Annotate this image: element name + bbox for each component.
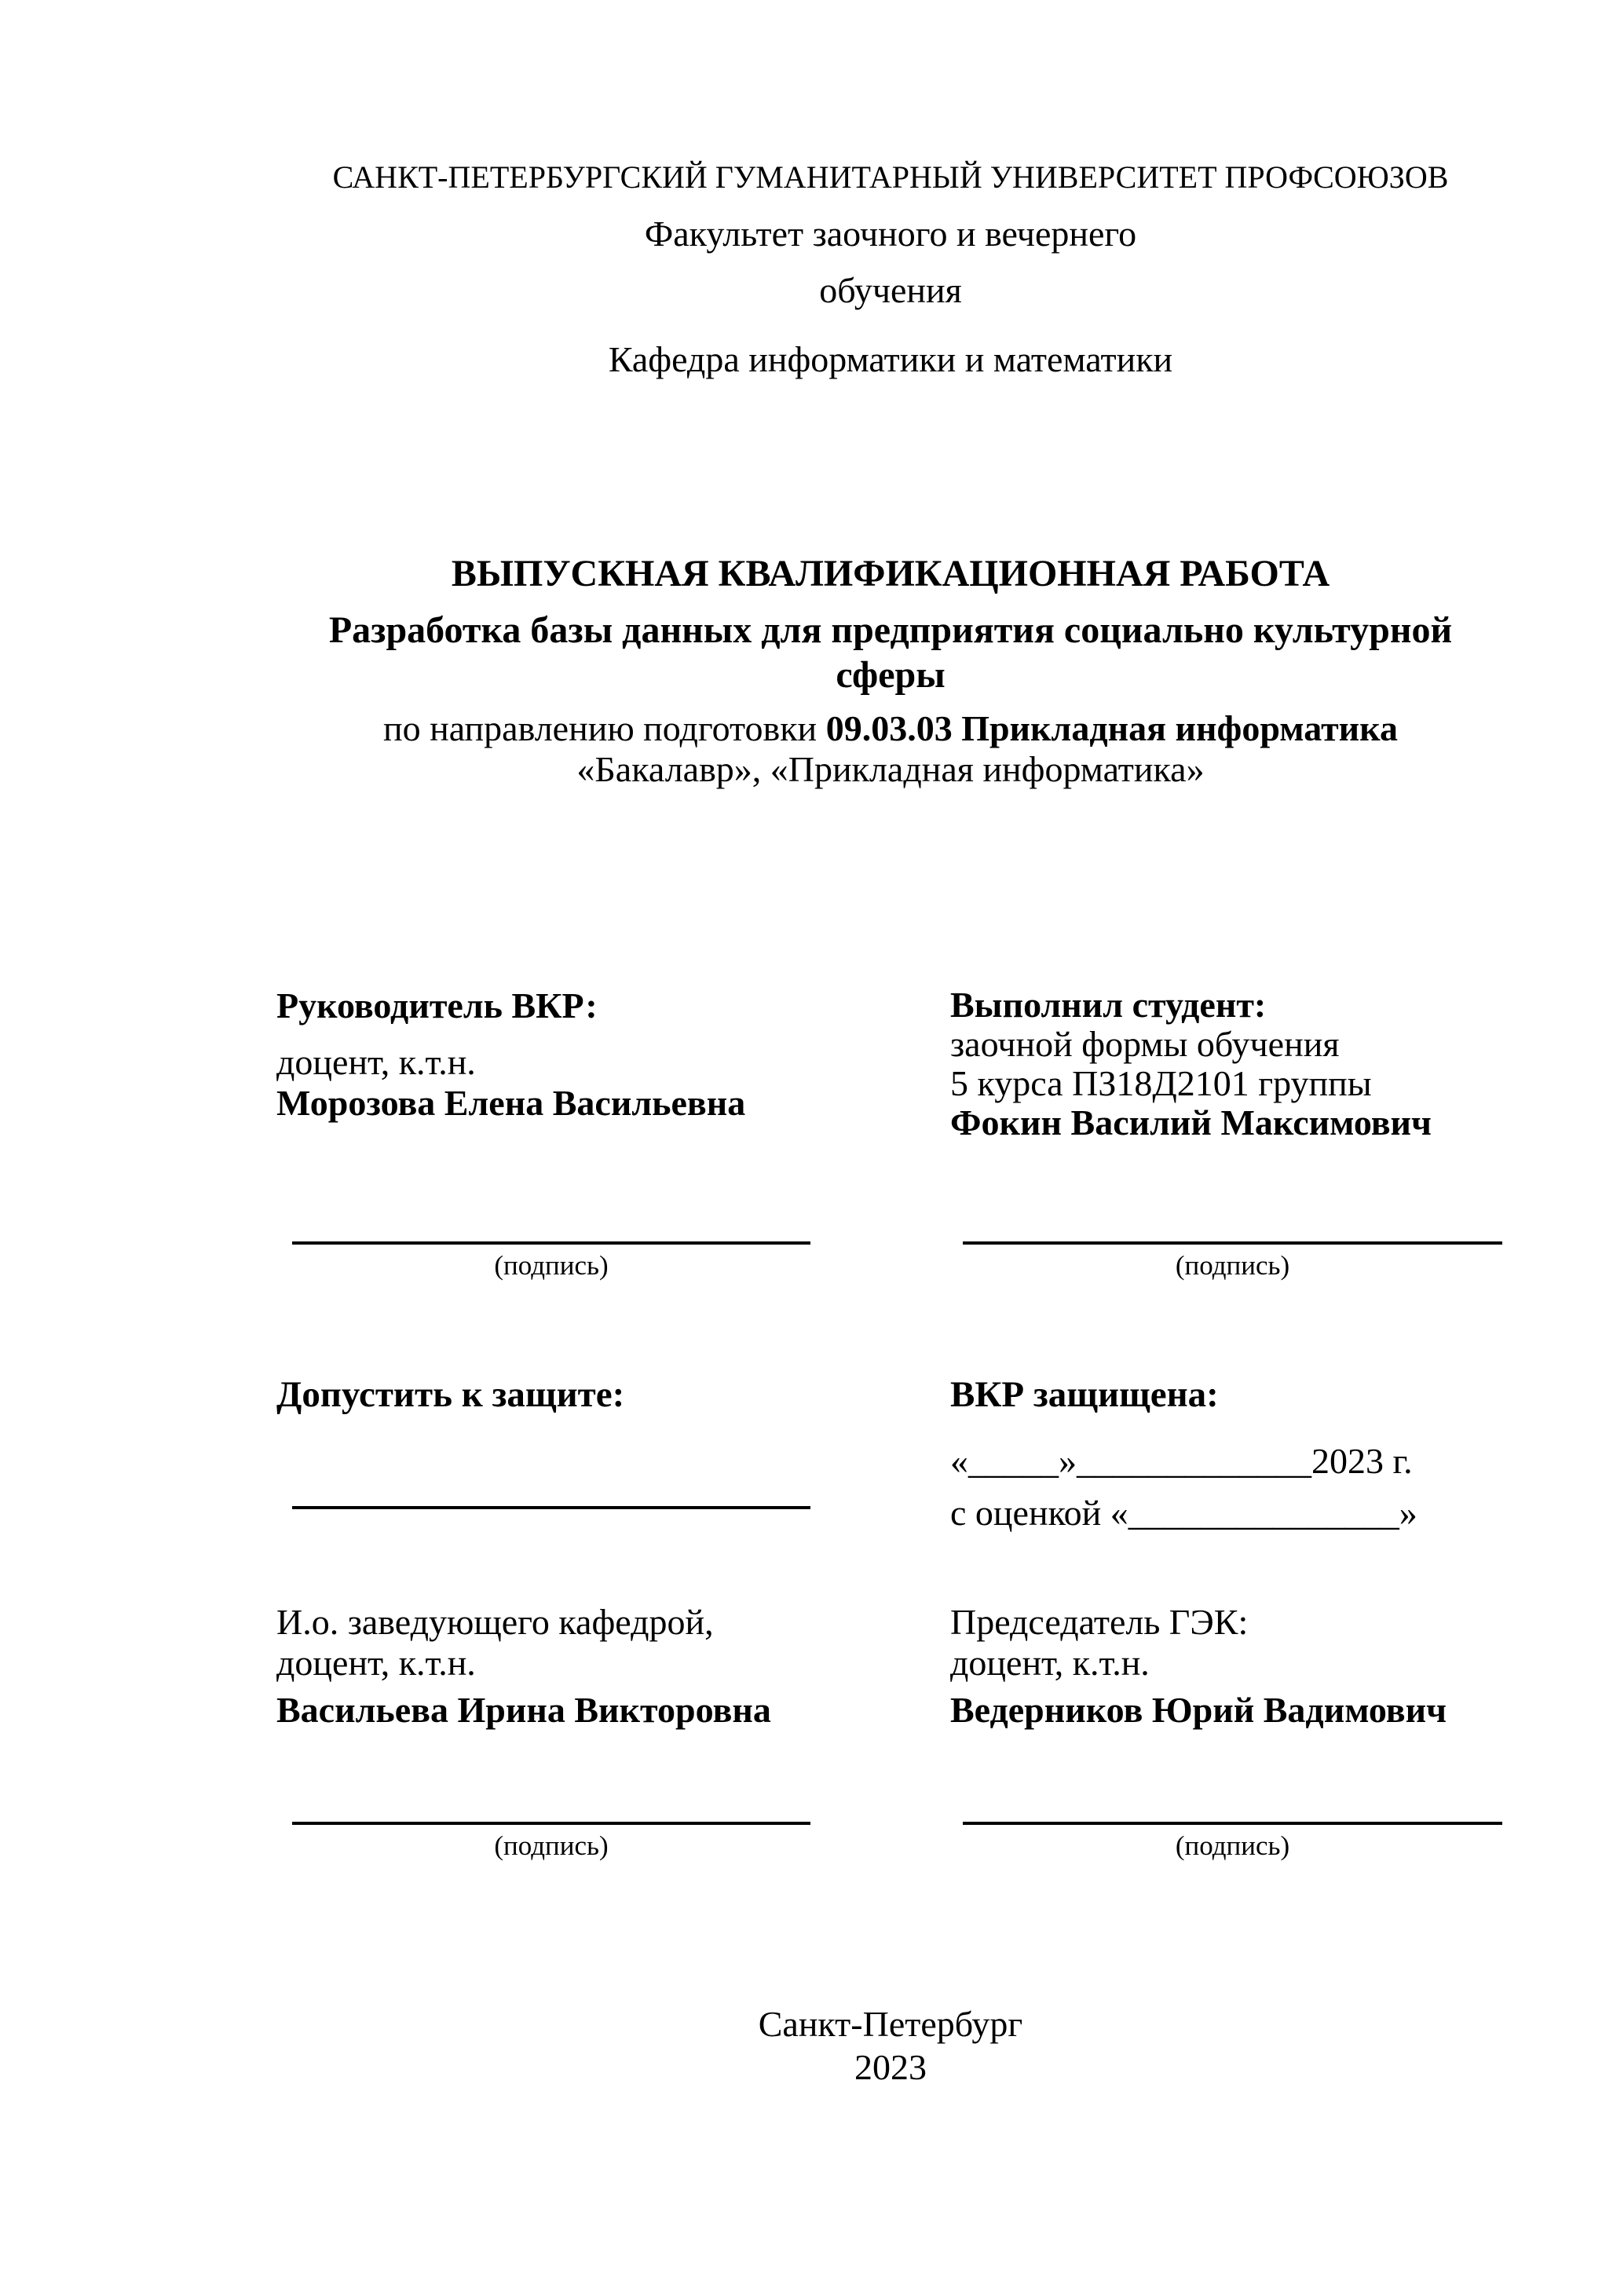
department-head-degree: доцент, к.т.н. — [276, 1643, 476, 1683]
defense-date-line: «_____»_____________2023 г. — [950, 1441, 1413, 1481]
admission-signature-line — [292, 1506, 810, 1509]
chairman-signature-caption: (подпись) — [1175, 1830, 1290, 1861]
department-name: Кафедра информатики и математики — [608, 339, 1173, 379]
footer — [279, 2002, 1502, 2089]
student-group: 5 курса ПЗ18Д2101 группы — [950, 1063, 1372, 1103]
thesis-title-line-1: Разработка базы данных для предприятия социально культурной — [328, 609, 1453, 651]
faculty-line-1: Факультет заочного и вечернего — [644, 214, 1137, 254]
student-signature-caption: (подпись) — [1175, 1250, 1290, 1281]
chairman-block — [950, 1602, 1563, 1731]
defense-block — [950, 1374, 1531, 1534]
footer-city: Санкт-Петербург — [758, 2004, 1023, 2044]
student-study-form: заочной формы обучения — [950, 1024, 1340, 1064]
direction-line — [279, 708, 1502, 749]
direction-prefix: по направлению подготовки — [383, 708, 826, 748]
department-head-position: И.о. заведующего кафедрой, — [276, 1602, 714, 1642]
chairman-heading: Председатель ГЭК: — [950, 1602, 1249, 1642]
department-head-block — [276, 1602, 889, 1731]
admission-heading: Допустить к защите: — [276, 1374, 625, 1415]
student-block — [950, 985, 1531, 1143]
qualification-line: «Бакалавр», «Прикладная информатика» — [576, 749, 1205, 789]
department-head-signature-line — [292, 1822, 810, 1825]
faculty-line-2: обучения — [819, 270, 962, 310]
supervisor-signature-line — [292, 1241, 810, 1245]
chairman-degree: доцент, к.т.н. — [950, 1643, 1150, 1683]
thesis-title-line-2: сферы — [836, 654, 946, 696]
department-head-name: Васильева Ирина Викторовна — [276, 1690, 771, 1730]
supervisor-block — [276, 985, 858, 1124]
student-signature-line — [963, 1241, 1502, 1245]
supervisor-name: Морозова Елена Васильевна — [276, 1083, 746, 1123]
work-type-heading: ВЫПУСКНАЯ КВАЛИФИКАЦИОННАЯ РАБОТА — [451, 553, 1330, 594]
chairman-name: Ведерников Юрий Вадимович — [950, 1690, 1447, 1730]
title-block — [279, 550, 1502, 790]
department-head-signature-caption: (подпись) — [494, 1830, 609, 1861]
university-name: САНКТ-ПЕТЕРБУРГСКИЙ ГУМАНИТАРНЫЙ УНИВЕРСИТЕТ ПРОФСОЮЗОВ — [332, 159, 1449, 195]
university-header — [279, 149, 1502, 388]
defense-grade-line: с оценкой «_______________» — [950, 1493, 1417, 1533]
supervisor-signature-caption: (подпись) — [494, 1250, 609, 1281]
chairman-signature-line — [963, 1822, 1502, 1825]
student-name: Фокин Василий Максимович — [950, 1102, 1432, 1143]
supervisor-degree: доцент, к.т.н. — [276, 1042, 476, 1082]
student-heading: Выполнил студент: — [950, 985, 1267, 1025]
footer-year: 2023 — [854, 2047, 927, 2087]
defense-heading: ВКР защищена: — [950, 1374, 1219, 1415]
direction-code: 09.03.03 Прикладная информатика — [825, 708, 1398, 748]
supervisor-heading: Руководитель ВКР: — [276, 985, 598, 1026]
